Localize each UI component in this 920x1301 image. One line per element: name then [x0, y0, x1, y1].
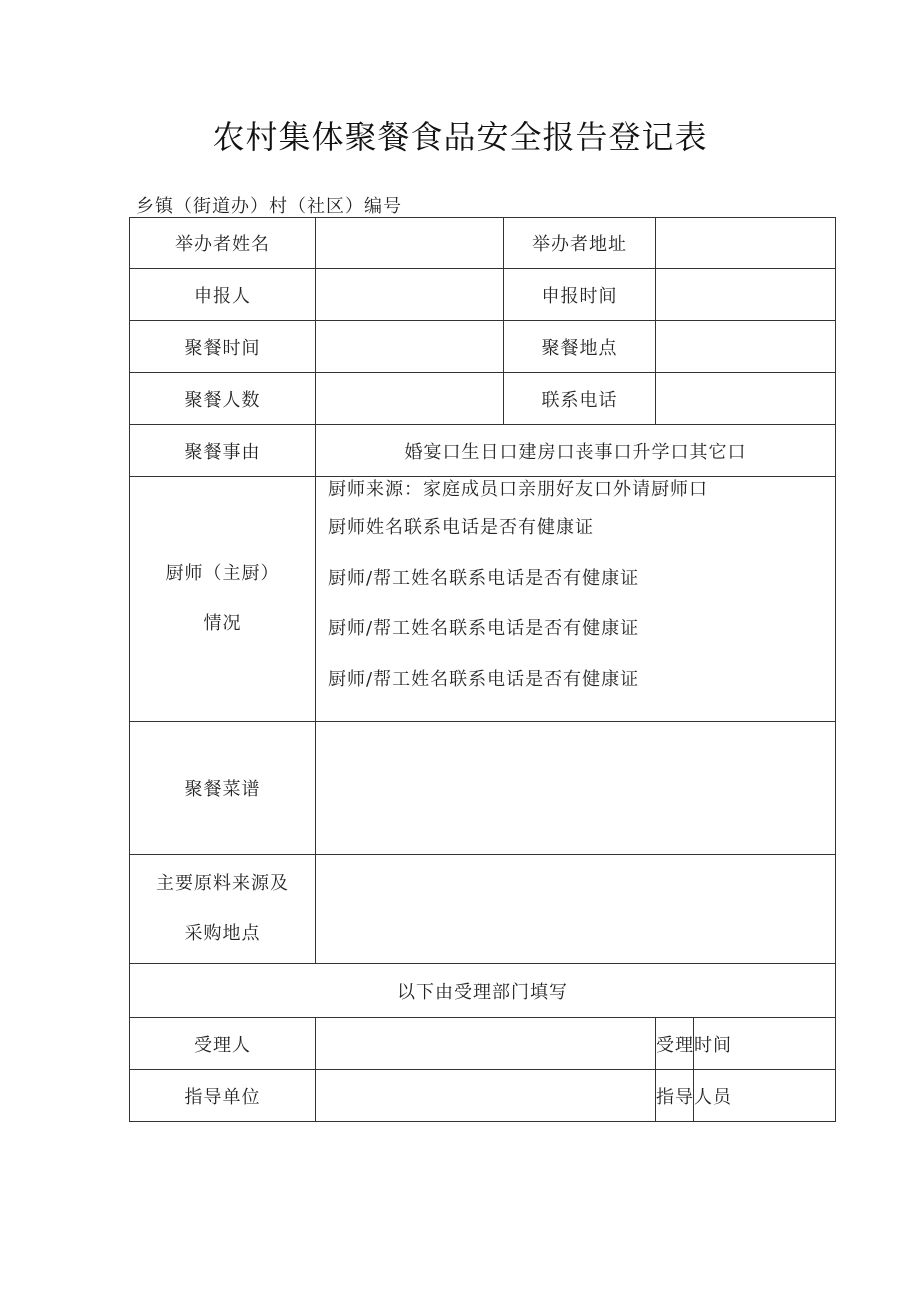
applicant-input[interactable]	[316, 269, 504, 321]
organizer-name-input[interactable]	[316, 218, 504, 269]
meal-time-input[interactable]	[316, 321, 504, 373]
form-row	[130, 373, 836, 425]
diner-count-input[interactable]	[316, 373, 504, 425]
chef-line: 厨师姓名联系电话是否有健康证	[328, 517, 594, 538]
material-source-line2: 采购地点	[184, 923, 261, 944]
registration-form	[129, 217, 836, 1122]
organizer-name-label: 举办者姓名	[130, 218, 316, 269]
chef-source-line: 厨师来源：家庭成员口亲朋好友口外请厨师口	[328, 479, 708, 500]
form-row	[130, 722, 836, 855]
form-row	[130, 1018, 836, 1070]
organizer-address-label: 举办者地址	[504, 218, 656, 269]
guide-unit-input[interactable]	[316, 1070, 656, 1122]
chef-line: 厨师/帮工姓名联系电话是否有健康证	[328, 618, 640, 639]
form-row	[130, 855, 836, 964]
form-row	[130, 964, 836, 1018]
meal-place-input[interactable]	[656, 321, 836, 373]
meal-time-label: 聚餐时间	[130, 321, 316, 373]
receiver-label: 受理人	[130, 1018, 316, 1070]
form-row	[130, 477, 836, 722]
guide-unit-label: 指导单位	[130, 1070, 316, 1122]
form-row	[130, 425, 836, 477]
form-row	[130, 1070, 836, 1122]
receiver-input[interactable]	[316, 1018, 656, 1070]
meal-place-label: 聚餐地点	[504, 321, 656, 373]
applicant-label: 申报人	[130, 269, 316, 321]
material-source-line1: 主要原料来源及	[156, 873, 289, 894]
page-title: 农村集体聚餐食品安全报告登记表	[212, 118, 708, 156]
chef-line: 厨师/帮工姓名联系电话是否有健康证	[328, 668, 640, 690]
chef-line: 厨师/帮工姓名联系电话是否有健康证	[328, 567, 640, 589]
chef-info-content[interactable]	[316, 477, 836, 722]
material-source-input[interactable]	[316, 855, 836, 964]
guide-staff-label: 指导人员	[656, 1070, 694, 1122]
menu-label: 聚餐菜谱	[130, 722, 316, 855]
material-source-label	[130, 855, 316, 964]
chef-label-line2: 情况	[203, 613, 242, 634]
chef-info-label	[130, 477, 316, 722]
menu-input[interactable]	[316, 722, 836, 855]
form-subtitle: 乡镇（街道办）村（社区）编号	[136, 196, 402, 217]
receive-time-label: 受理时间	[656, 1018, 694, 1070]
form-row	[130, 269, 836, 321]
office-section-header: 以下由受理部门填写	[130, 964, 836, 1018]
apply-time-label: 申报时间	[504, 269, 656, 321]
chef-label-line1: 厨师（主厨）	[165, 563, 280, 584]
meal-reason-label: 聚餐事由	[130, 425, 316, 477]
meal-reason-options[interactable]: 婚宴口生日口建房口丧事口升学口其它口	[316, 425, 836, 477]
apply-time-input[interactable]	[656, 269, 836, 321]
form-row	[130, 218, 836, 269]
organizer-address-input[interactable]	[656, 218, 836, 269]
diner-count-label: 聚餐人数	[130, 373, 316, 425]
contact-phone-label: 联系电话	[504, 373, 656, 425]
contact-phone-input[interactable]	[656, 373, 836, 425]
form-row	[130, 321, 836, 373]
